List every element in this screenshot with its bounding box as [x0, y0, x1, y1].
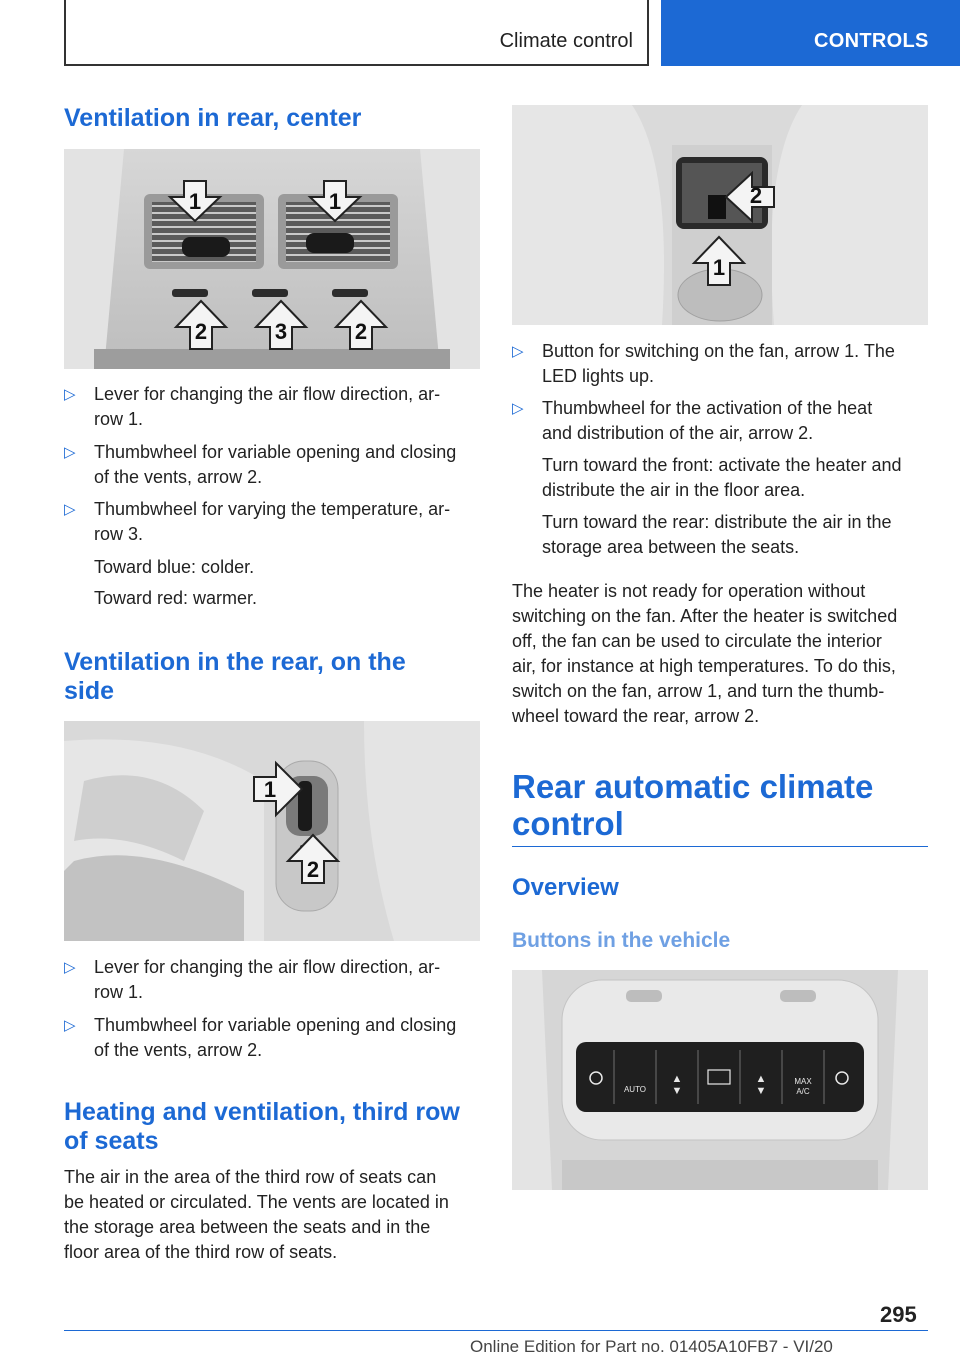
toward-red-text: Toward red: warmer.: [94, 588, 258, 608]
bullet-triangle-icon: ▷: [64, 1017, 76, 1034]
figure-third-row-fan: [512, 105, 928, 325]
turn-rear-text: Turn toward the rear: distribute the air in the storage area between the seats.: [542, 512, 892, 557]
figure-center-vents: [64, 149, 480, 369]
fig-center-label: 1: [188, 189, 202, 214]
svg-text:▼: ▼: [671, 1085, 683, 1097]
list-item: ▷ Button for switching on the fan, arrow 1. The LED lights up.: [512, 341, 895, 386]
panel-ac-label: A/C: [796, 1087, 810, 1096]
heater-paragraph: The heater is not ready for operation without switching on the fan. After the heater is switched off, the fan can be used to circulate the interior air, for instance at high temperatures. To do this, switch on the fan, arrow 1, and turn the thumb- wheel toward the rear, arrow 2.: [512, 581, 898, 726]
bullet-triangle-icon: ▷: [512, 400, 524, 417]
fig-side-label: 2: [306, 857, 320, 882]
panel-max-label: MAX: [794, 1077, 812, 1086]
bullet-triangle-icon: ▷: [64, 444, 76, 461]
svg-text:▼: ▼: [755, 1085, 767, 1097]
list-item: ▷ Thumbwheel for variable opening and closing of the vents, arrow 2.: [64, 442, 457, 487]
bullet-triangle-icon: ▷: [64, 501, 76, 518]
footer-rule: [64, 1330, 928, 1331]
heading-rear-climate: Rear automatic climate control: [512, 768, 874, 842]
header-chapter-box: [661, 0, 960, 66]
figure-control-panel: [512, 970, 928, 1190]
fig-center-label: 3: [274, 319, 288, 344]
bullet-triangle-icon: ▷: [512, 343, 524, 360]
panel-auto-label: AUTO: [623, 1085, 647, 1094]
turn-front-text: Turn toward the front: activate the heater and distribute the air in the floor area.: [542, 455, 902, 500]
fig-center-label: 2: [194, 319, 208, 344]
heading-side-vents: Ventilation in the rear, on the side: [64, 648, 406, 705]
heading-third-row: Heating and ventilation, third row of seats: [64, 1098, 460, 1155]
bullet-triangle-icon: ▷: [64, 386, 76, 403]
list-item: ▷ Lever for changing the air flow direction, ar- row 1.: [64, 384, 441, 429]
page-number: 295: [880, 1302, 917, 1327]
fig-third-label: 1: [712, 255, 726, 280]
heading-overview: Overview: [512, 874, 619, 901]
fig-center-label: 1: [328, 189, 342, 214]
heading-rule: [512, 846, 928, 847]
list-item: ▷ Lever for changing the air flow direction, ar- row 1.: [64, 957, 441, 1002]
svg-text:▲: ▲: [671, 1073, 683, 1085]
header-section-title: Climate control: [499, 30, 633, 52]
header-section-box: [64, 0, 649, 66]
heading-buttons-vehicle: Buttons in the vehicle: [512, 929, 731, 952]
fig-center-label: 2: [354, 319, 368, 344]
footer-edition: Online Edition for Part no. 01405A10FB7 - VI/20: [470, 1337, 833, 1356]
header-chapter-title: CONTROLS: [814, 30, 929, 52]
list-item: ▷ Thumbwheel for variable opening and closing of the vents, arrow 2.: [64, 1015, 457, 1060]
svg-text:▲: ▲: [755, 1073, 767, 1085]
bullet-triangle-icon: ▷: [64, 959, 76, 976]
list-item: ▷ Thumbwheel for varying the temperature, ar- row 3.: [64, 499, 451, 544]
fig-side-label: 1: [263, 777, 277, 802]
list-item: ▷ Thumbwheel for the activation of the heat and distribution of the air, arrow 2.: [512, 398, 873, 443]
heading-center-vents: Ventilation in rear, center: [64, 104, 362, 132]
figure-side-vent: [64, 721, 480, 941]
fig-third-label: 2: [749, 183, 763, 208]
toward-blue-text: Toward blue: colder.: [94, 557, 255, 577]
third-row-paragraph: The air in the area of the third row of seats can be heated or circulated. The vents are located in the storage area between the seats and in the floor area of the third row of seats.: [64, 1167, 449, 1262]
